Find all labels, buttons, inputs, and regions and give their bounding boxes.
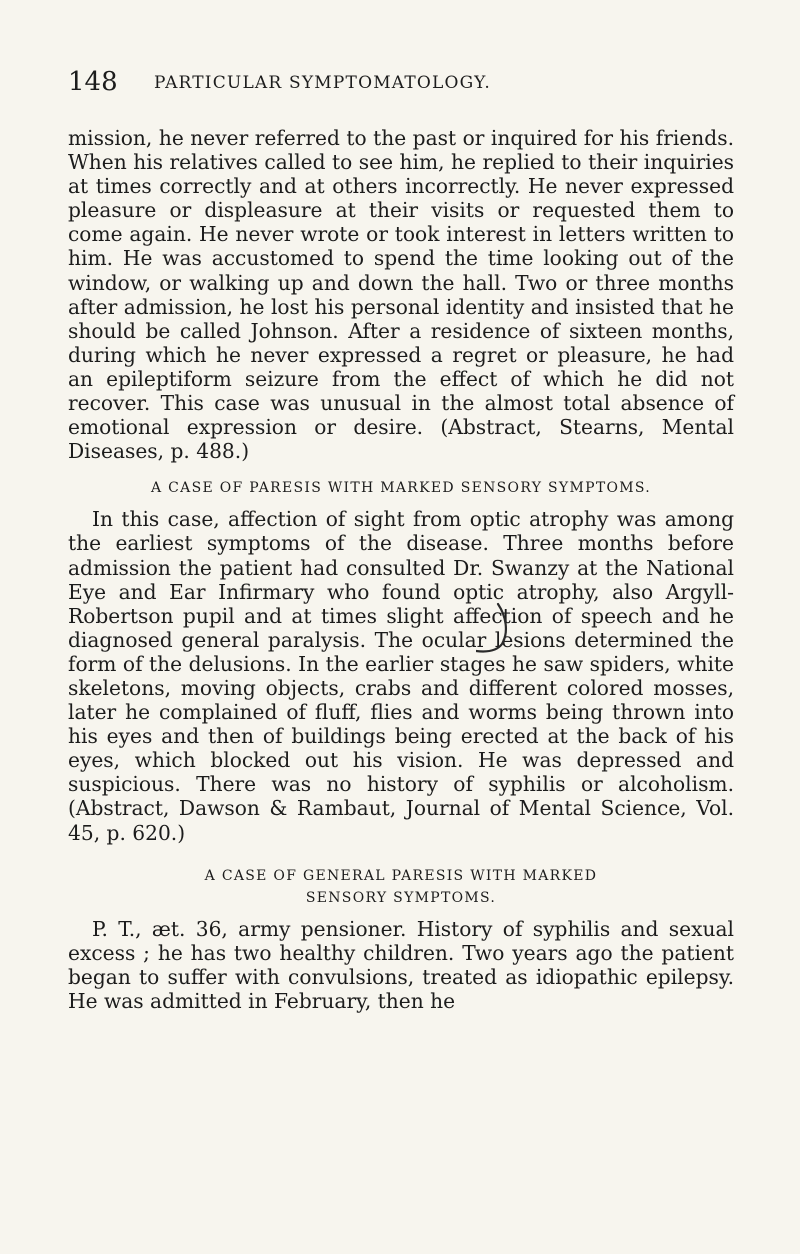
paragraph-general-paresis-case: P. T., æt. 36, army pensioner. History of syphilis and sexual excess ; he has two healthy children. Two years ago the patient began to suffer with convulsions, treated as idiopathic epilepsy. He was admitted in February, then he — [68, 916, 734, 1013]
page-number: 148 — [68, 67, 118, 97]
paragraph-paresis-case: In this case, affection of sight from optic atrophy was among the earliest symptoms of the disease. Three months before admission the patient had consulted Dr. Swanzy at the National Eye and Ear Infirmary who found optic atrophy, also Argyll-Robertson pupil and at times slight affection of speech and he diagnosed general paralysis. The ocular lesions determined the form of the delusions. In the earlier stages he saw spiders, white skeletons, moving objects, crabs and different colored mosses, later he complained of fluff, flies and worms being thrown into his eyes and then of buildings being erected at the back of his eyes, which blocked out his vision. He was depressed and suspicious. There was no history of syphilis or alcoholism. (Abstract, Dawson & Rambaut, Journal of Mental Science, Vol. 45, p. 620.) — [68, 507, 734, 845]
heading-line-1: A CASE OF GENERAL PARESIS WITH MARKED — [204, 867, 598, 884]
running-head — [68, 66, 734, 106]
section-heading-paresis: A CASE OF PARESIS WITH MARKED SENSORY SYMPTOMS. — [150, 480, 652, 497]
book-page — [68, 66, 734, 1013]
pencil-bracket-mark — [476, 602, 516, 654]
heading-line-2: SENSORY SYMPTOMS. — [305, 889, 497, 906]
section-heading-general-paresis — [68, 865, 734, 909]
paragraph-continuation: mission, he never referred to the past or inquired for his friends. When his relatives called to see him, he replied to their inquiries at times correctly and at others incorrectly. He never expressed pleasure or displeasure at their visits or requested them to come again. He never wrote or took interest in letters written to him. He was accustomed to spend the time looking out of the window, or walking up and down the hall. Two or three months after admission, he lost his personal identity and insisted that he should be called Johnson. After a residence of sixteen months, during which he never expressed a regret or pleasure, he had an epileptiform seizure from the effect of which he did not recover. This case was unusual in the almost total absence of emotional expression or desire. (Abstract, Stearns, Mental Diseases, p. 488.) — [68, 126, 734, 464]
running-title: PARTICULAR SYMPTOMATOLOGY. — [154, 73, 491, 93]
